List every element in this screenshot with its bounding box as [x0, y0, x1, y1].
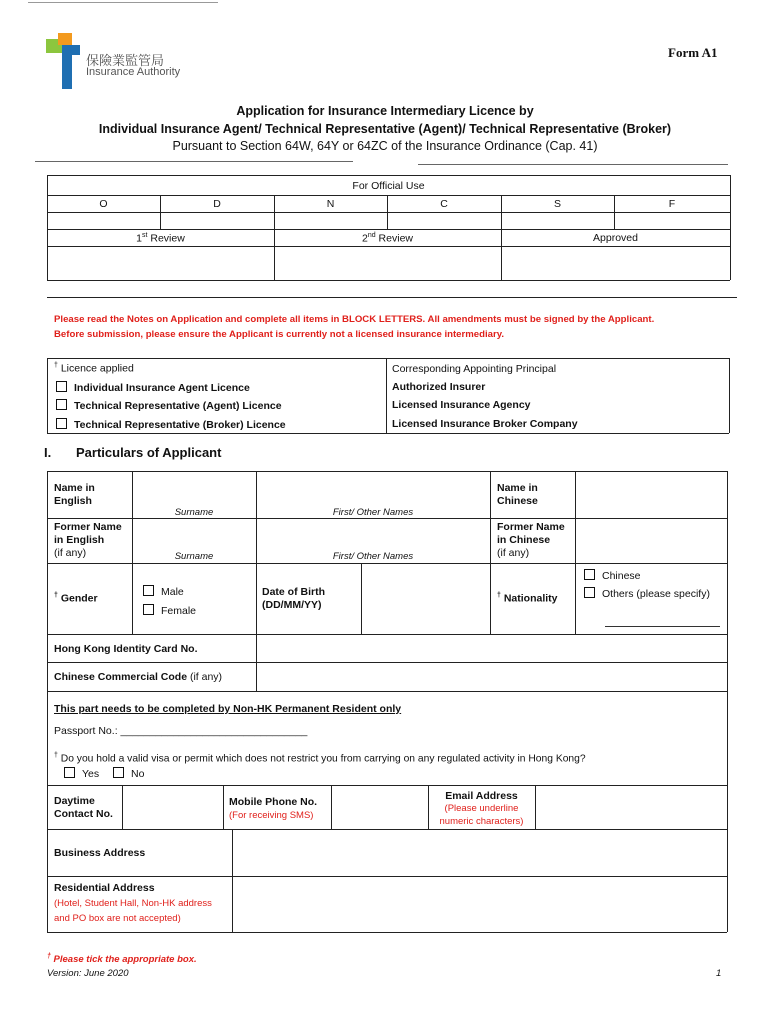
dob-label: Date of Birth (DD/MM/YY) — [262, 586, 325, 611]
nationality-specify-line[interactable] — [605, 626, 720, 627]
others-nationality-checkbox[interactable] — [584, 587, 595, 598]
notice-line-2: Before submission, please ensure the Applicant is currently not a licensed insurance intermediary. — [54, 329, 504, 340]
gender-label: † Gender — [54, 592, 98, 605]
footer-tick-note: † Please tick the appropriate box. — [47, 953, 197, 966]
hkid-label: Hong Kong Identity Card No. — [54, 643, 198, 655]
visa-no-checkbox[interactable] — [113, 767, 124, 778]
approved-label: Approved — [593, 232, 638, 244]
residential-address-label: Residential Address (Hotel, Student Hall, Non-HK address and PO box are not accepted) — [54, 882, 212, 924]
visa-yes-checkbox[interactable] — [64, 767, 75, 778]
title-line-2: Individual Insurance Agent/ Technical Representative (Agent)/ Technical Representative (Broker) — [98, 122, 672, 136]
former-surname-caption: Surname — [174, 551, 214, 562]
official-col-c: C — [440, 198, 448, 210]
section-rule — [47, 297, 737, 298]
nationality-label: † Nationality — [497, 592, 558, 605]
first-names-caption: First/ Other Names — [332, 507, 414, 518]
top-rule — [28, 2, 218, 3]
licence-header: † Licence applied — [54, 362, 134, 375]
insurance-authority-logo-icon — [46, 33, 80, 89]
title-rule-left — [35, 161, 353, 162]
official-col-f: F — [668, 198, 676, 210]
former-first-names-caption: First/ Other Names — [332, 551, 414, 562]
official-col-n: N — [326, 198, 335, 210]
gender-female-option[interactable]: Female — [143, 604, 196, 617]
licence-option-tr-broker[interactable]: Technical Representative (Broker) Licence — [56, 418, 286, 431]
official-use-title: For Official Use — [352, 180, 425, 192]
official-col-d: D — [213, 198, 221, 210]
official-col-s: S — [553, 198, 561, 210]
principal-licensed-broker: Licensed Insurance Broker Company — [392, 418, 578, 430]
principal-licensed-agency: Licensed Insurance Agency — [392, 399, 531, 411]
first-review-label: 1st Review — [136, 232, 185, 245]
female-checkbox[interactable] — [143, 604, 154, 615]
former-name-english-label: Former Name in English (if any) — [54, 521, 122, 559]
title-line-1: Application for Insurance Intermediary Licence by — [236, 104, 534, 118]
daytime-contact-label: Daytime Contact No. — [54, 795, 113, 820]
chinese-nationality-checkbox[interactable] — [584, 569, 595, 580]
page-number: 1 — [716, 968, 722, 979]
section-number: I. — [44, 445, 52, 460]
logo-english: Insurance Authority — [86, 66, 181, 78]
name-english-label: Name in English — [54, 482, 95, 507]
licence-option-agent[interactable]: Individual Insurance Agent Licence — [56, 381, 250, 394]
agent-licence-checkbox[interactable] — [56, 381, 67, 392]
principal-authorized-insurer: Authorized Insurer — [392, 381, 486, 393]
visa-no-option[interactable]: No — [113, 767, 144, 780]
non-hk-title: This part needs to be completed by Non-HK Permanent Resident only — [54, 703, 402, 715]
tr-agent-licence-checkbox[interactable] — [56, 399, 67, 410]
logo-chinese: 保險業監管局 — [86, 53, 165, 68]
tr-broker-licence-checkbox[interactable] — [56, 418, 67, 429]
passport-input-line[interactable]: ________________________________ — [120, 725, 308, 737]
business-address-label: Business Address — [54, 847, 146, 859]
nationality-chinese-option[interactable]: Chinese — [584, 569, 641, 582]
title-line-3: Pursuant to Section 64W, 64Y or 64ZC of the Insurance Ordinance (Cap. 41) — [172, 139, 598, 153]
visa-yes-option[interactable]: Yes — [64, 767, 99, 780]
title-rule-right — [418, 164, 728, 165]
male-checkbox[interactable] — [143, 585, 154, 596]
gender-male-option[interactable]: Male — [143, 585, 184, 598]
ccc-label: Chinese Commercial Code (if any) — [54, 671, 223, 683]
principal-header: Corresponding Appointing Principal — [392, 363, 557, 375]
second-review-label: 2nd Review — [362, 232, 413, 245]
footer-version: Version: June 2020 — [47, 968, 129, 979]
email-address-label: Email Address (Please underline numeric characters) — [439, 790, 524, 827]
surname-caption: Surname — [174, 507, 214, 518]
name-chinese-label: Name in Chinese — [497, 482, 538, 507]
official-col-o: O — [99, 198, 108, 210]
mobile-phone-label: Mobile Phone No. (For receiving SMS) — [229, 796, 318, 821]
section-title: Particulars of Applicant — [76, 445, 222, 460]
notice-line-1: Please read the Notes on Application and complete all items in BLOCK LETTERS. All amendments must be signed by the Applicant. — [54, 314, 655, 325]
passport-row — [54, 725, 307, 737]
visa-question: † Do you hold a valid visa or permit which does not restrict you from carrying on any regulated activity in Hong Kong? — [54, 752, 586, 765]
licence-option-tr-agent[interactable]: Technical Representative (Agent) Licence — [56, 399, 282, 412]
form-number: Form A1 — [668, 45, 718, 60]
passport-label: Passport No.: — [54, 725, 121, 737]
nationality-others-option[interactable]: Others (please specify) — [584, 587, 710, 600]
former-name-chinese-label: Former Name in Chinese (if any) — [497, 521, 565, 559]
